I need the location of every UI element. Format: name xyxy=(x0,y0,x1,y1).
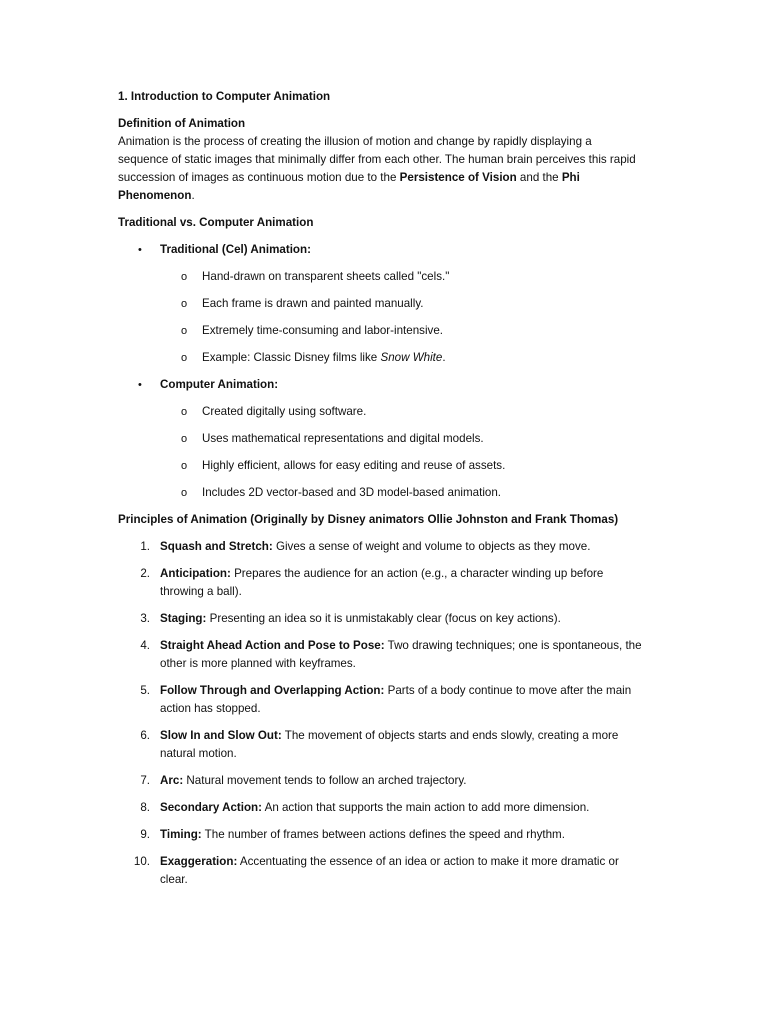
persistence-of-vision-term: Persistence of Vision xyxy=(399,171,517,184)
definition-end: . xyxy=(191,189,195,202)
sub-bullet-marker: o xyxy=(181,298,188,310)
definition-paragraph xyxy=(118,133,643,205)
definition-connector: and the xyxy=(516,171,562,184)
item-number: 3. xyxy=(140,612,150,625)
list-item-text: Created digitally using software. xyxy=(202,405,367,418)
principle-description: An action that supports the main action to add more dimension. xyxy=(262,801,590,814)
list-item xyxy=(118,349,643,367)
principle-term: Anticipation: xyxy=(160,567,231,580)
list-item xyxy=(118,457,643,475)
principle-description: Prepares the audience for an action (e.g., a character winding up before throwing a ball). xyxy=(160,567,604,598)
item-number: 9. xyxy=(140,828,150,841)
snow-white-title: Snow White xyxy=(380,351,443,364)
principle-description: The movement of objects starts and ends slowly, creating a more natural motion. xyxy=(160,729,619,760)
principle-item xyxy=(118,565,643,601)
list-item-text: Uses mathematical representations and digital models. xyxy=(202,432,484,445)
bullet-computer xyxy=(118,376,643,394)
principle-description: Two drawing techniques; one is spontaneous, the other is more planned with keyframes. xyxy=(160,639,642,670)
list-item-text: Hand-drawn on transparent sheets called "cels." xyxy=(202,270,450,283)
principle-term: Arc: xyxy=(160,774,184,787)
principle-term: Exaggeration: xyxy=(160,855,238,868)
sub-bullet-marker: o xyxy=(181,325,188,337)
sub-bullet-marker: o xyxy=(181,352,188,364)
document-body xyxy=(118,88,643,889)
item-number: 7. xyxy=(140,774,150,787)
list-item xyxy=(118,403,643,421)
traditional-label: Traditional (Cel) Animation: xyxy=(160,243,311,256)
list-item-text: Extremely time-consuming and labor-intensive. xyxy=(202,324,443,337)
principle-term: Timing: xyxy=(160,828,202,841)
list-item-text: Highly efficient, allows for easy editing and reuse of assets. xyxy=(202,459,506,472)
example-suffix: . xyxy=(442,351,446,364)
principle-description: Accentuating the essence of an idea or action to make it more dramatic or clear. xyxy=(160,855,619,886)
sub-bullet-marker: o xyxy=(181,433,188,445)
list-item xyxy=(118,295,643,313)
principle-item xyxy=(118,538,643,556)
comparison-heading: Traditional vs. Computer Animation xyxy=(118,216,314,229)
item-number: 2. xyxy=(140,567,150,580)
item-number: 4. xyxy=(140,639,150,652)
principle-term: Staging: xyxy=(160,612,207,625)
principle-description: Parts of a body continue to move after the main action has stopped. xyxy=(160,684,632,715)
principle-description: Natural movement tends to follow an arched trajectory. xyxy=(183,774,467,787)
list-item xyxy=(118,268,643,286)
sub-bullet-marker: o xyxy=(181,406,188,418)
principle-item xyxy=(118,610,643,628)
bullet-marker: • xyxy=(138,379,142,391)
item-number: 5. xyxy=(140,684,150,697)
principle-item xyxy=(118,826,643,844)
sub-bullet-marker: o xyxy=(181,460,188,472)
principle-item xyxy=(118,799,643,817)
principle-term: Follow Through and Overlapping Action: xyxy=(160,684,385,697)
definition-text: Animation is the process of creating the illusion of motion and change by rapidly displaying a sequence of static images that minimally differ from each other. The human brain perceives this rapid succession of images as continuous motion due to the xyxy=(118,135,636,184)
phi-phenomenon-term: Phi Phenomenon xyxy=(118,171,580,202)
list-item-text: Each frame is drawn and painted manually. xyxy=(202,297,424,310)
list-item xyxy=(118,484,643,502)
item-number: 6. xyxy=(140,729,150,742)
principle-item xyxy=(118,853,643,889)
principle-description: Presenting an idea so it is unmistakably clear (focus on key actions). xyxy=(206,612,561,625)
sub-bullet-marker: o xyxy=(181,271,188,283)
principle-term: Squash and Stretch: xyxy=(160,540,273,553)
list-item xyxy=(118,322,643,340)
principle-item xyxy=(118,637,643,673)
principle-description: The number of frames between actions defines the speed and rhythm. xyxy=(201,828,565,841)
item-number: 8. xyxy=(140,801,150,814)
example-prefix: Example: Classic Disney films like xyxy=(202,351,381,364)
principle-term: Straight Ahead Action and Pose to Pose: xyxy=(160,639,385,652)
list-item-text: Includes 2D vector-based and 3D model-based animation. xyxy=(202,486,502,499)
computer-label: Computer Animation: xyxy=(160,378,279,391)
bullet-traditional xyxy=(118,241,643,259)
principle-term: Secondary Action: xyxy=(160,801,262,814)
principle-item xyxy=(118,772,643,790)
sub-bullet-marker: o xyxy=(181,487,188,499)
item-number: 10. xyxy=(133,855,150,868)
item-number: 1. xyxy=(140,540,150,553)
principle-description: Gives a sense of weight and volume to objects as they move. xyxy=(272,540,591,553)
section-title: 1. Introduction to Computer Animation xyxy=(118,90,331,103)
list-item xyxy=(118,430,643,448)
principles-heading: Principles of Animation (Originally by Disney animators Ollie Johnston and Frank Thomas) xyxy=(118,513,619,526)
bullet-marker: • xyxy=(138,244,142,256)
definition-heading: Definition of Animation xyxy=(118,117,246,130)
principle-item xyxy=(118,682,643,718)
principle-term: Slow In and Slow Out: xyxy=(160,729,282,742)
principle-item xyxy=(118,727,643,763)
